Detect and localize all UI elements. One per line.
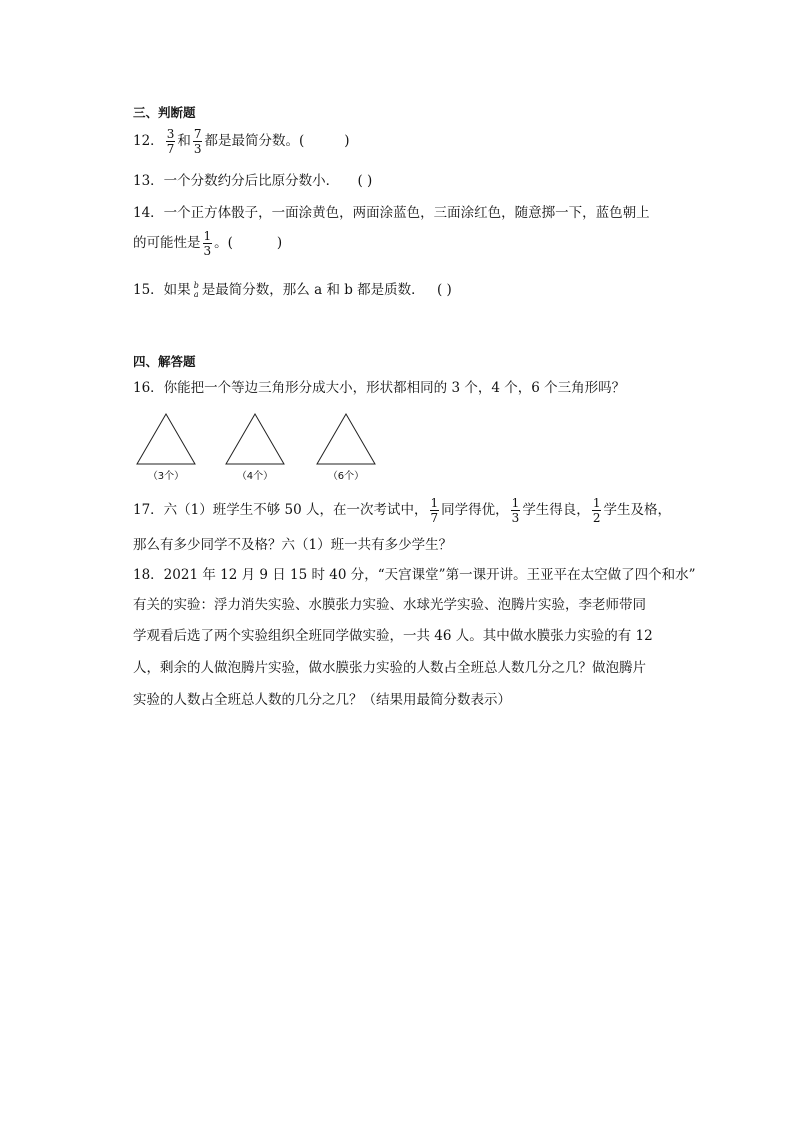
triangle-3 [135,412,197,467]
question-14-line2 [133,230,282,257]
q15-text-a: 15．如果 [133,282,191,298]
q15-text-b: 是最简分数，那么 a 和 b 都是质数． [201,282,425,298]
q12-text: 都是最简分数。( [204,133,305,149]
section3-heading: 三、判断题 [133,105,196,120]
question-14-line1: 14．一个正方体骰子，一面涂黄色，两面涂蓝色，三面涂红色，随意掷一下，蓝色朝上 [133,205,650,221]
question-17-line2: 那么有多少同学不及格？六（1）班一共有多少学生？ [133,537,453,553]
q12-fraction-2: $\frac{7}{3}$ [193,127,202,156]
q12-number: 12． [133,133,164,149]
question-12 [133,128,350,155]
q14-text-b: 。( [214,235,233,251]
q14-text-a: 的可能性是 [133,235,201,251]
q12-fraction-1: $\frac{3}{7}$ [166,127,175,156]
q13-answer-paren[interactable]: ( ) [357,173,373,189]
q15-answer-paren[interactable]: ( ) [436,282,452,298]
triangle-3-label: （3个） [147,471,185,482]
q17-text-d: 学生及格， [603,502,671,518]
triangle-6 [315,412,377,467]
triangle-6-label: （6个） [327,471,365,482]
section4-heading: 四、解答题 [133,354,196,369]
question-16: 16．你能把一个等边三角形分成大小，形状都相同的 3 个，4 个，6 个三角形吗？ [133,380,626,396]
question-18-line3: 学观看后选了两个实验组织全班同学做实验，一共 46 人。其中做水膜张力实验的有 12 [133,628,653,644]
triangle-4-label: （4个） [236,471,274,482]
q17-fraction-3: $\frac{1}{2}$ [592,496,601,525]
q17-text-b: 同学得优， [441,502,509,518]
question-18-line5: 实验的人数占全班总人数的几分之几？（结果用最简分数表示） [133,692,511,708]
q17-fraction-2: $\frac{1}{3}$ [511,496,520,525]
question-15 [133,280,452,300]
q14-fraction: $\frac{1}{3}$ [203,229,212,258]
q17-text-a: 17．六（1）班学生不够 50 人，在一次考试中， [133,502,428,518]
q13-text: 13．一个分数约分后比原分数小． [133,173,340,189]
triangle-figures [133,412,393,482]
q12-and: 和 [177,133,191,149]
triangle-4 [224,412,286,467]
question-18-line2: 有关的实验：浮力消失实验、水膜张力实验、水球光学实验、泡腾片实验，李老师带同 [133,597,646,613]
q17-fraction-1: $\frac{1}{7}$ [430,496,439,525]
question-13 [133,171,372,191]
q15-fraction: b a [193,281,199,299]
question-18-line1: 18．2021 年 12 月 9 日 15 时 40 分，“天宫课堂”第一课开讲。王亚平在太空做了四个和水” [133,567,696,583]
q14-paren-close: ) [276,235,283,251]
q12-paren-close: ) [344,133,350,149]
q17-text-c: 学生得良， [522,502,590,518]
question-18-line4: 人，剩余的人做泡腾片实验，做水膜张力实验的人数占全班总人数几分之几？做泡腾片 [133,660,646,676]
question-17-line1 [133,497,671,524]
